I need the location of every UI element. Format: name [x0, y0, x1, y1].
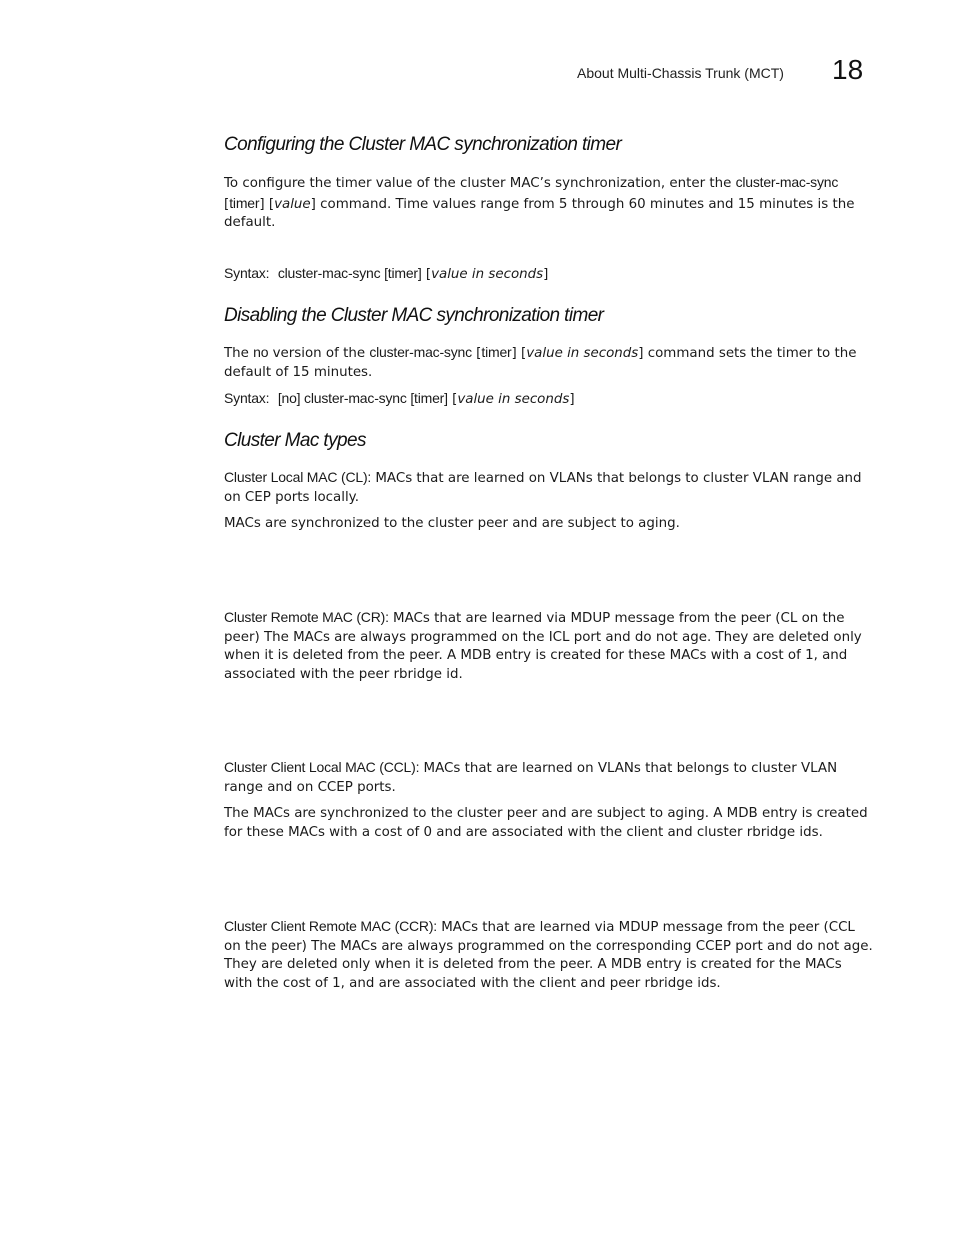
syntax-command: cluster-mac-sync [timer]: [277, 265, 422, 281]
section-heading-disabling-timer: Disabling the Cluster MAC synchronization timer: [224, 305, 604, 326]
cr-definition: Cluster Remote MAC (CR): MACs that are learned via MDUP message from the peer (CL on the peer) The MACs are always programmed on the ICL port and do not age. They are deleted only when it is deleted from the peer. A MDB entry is created for these MACs with a cost of 1, and associated with the peer rbridge id.: [224, 609, 862, 683]
ccl-aging-note: The MACs are synchronized to the cluster peer and are subject to aging. A MDB entry is created for these MACs with a cost of 0 and are associated with the client and cluster rbridge ids.: [224, 806, 868, 840]
running-header-title: About Multi-Chassis Trunk (MCT): [577, 65, 784, 81]
command-keyword: cluster-mac-sync: [735, 174, 839, 190]
syntax-command: [no] cluster-mac-sync [timer]: [277, 390, 448, 406]
syntax-variable: value in seconds: [457, 392, 570, 407]
ccr-term: Cluster Client Remote MAC (CCR):: [224, 918, 437, 934]
value-variable: value: [274, 196, 311, 212]
timer-keyword: timer: [481, 344, 512, 360]
syntax-line-disable: Syntax: [no] cluster-mac-sync [timer] [value in seconds]: [224, 390, 575, 407]
syntax-label: Syntax:: [224, 390, 270, 406]
syntax-label: Syntax:: [224, 265, 270, 281]
syntax-variable: value in seconds: [431, 267, 544, 282]
command-keyword: cluster-mac-sync: [369, 344, 472, 360]
syntax-line-configure: Syntax: cluster-mac-sync [timer] [value in seconds]: [224, 265, 549, 282]
cl-term: Cluster Local MAC (CL):: [224, 469, 372, 485]
disable-timer-paragraph: The no version of the cluster-mac-sync [timer] [value in seconds] command sets the timer to the default of 15 minutes.: [224, 344, 857, 380]
timer-keyword: timer: [229, 194, 260, 211]
ccl-term: Cluster Client Local MAC (CCL):: [224, 759, 420, 775]
cl-aging-note: MACs are synchronized to the cluster peer and are subject to aging.: [224, 516, 680, 531]
cl-definition: Cluster Local MAC (CL): MACs that are learned on VLANs that belongs to cluster VLAN range and on CEP ports locally.: [224, 469, 862, 505]
chapter-number: 18: [832, 54, 864, 85]
section-heading-configuring-timer: Configuring the Cluster MAC synchronization timer: [224, 134, 622, 155]
ccl-definition: Cluster Client Local MAC (CCL): MACs that are learned on VLANs that belongs to cluster VLAN range and on CCEP ports.: [224, 759, 838, 795]
configure-timer-paragraph: To configure the timer value of the cluster MAC’s synchronization, enter the cluster-mac-sync [timer] [value] command. Time values range from 5 through 60 minutes and 15 minutes is the default.: [224, 174, 855, 231]
no-keyword: no: [253, 344, 269, 360]
section-heading-cluster-mac-types: Cluster Mac types: [224, 430, 366, 451]
ccr-definition: Cluster Client Remote MAC (CCR): MACs that are learned via MDUP message from the peer (CCL on the peer) The MACs are always programmed on the corresponding CCEP port and do not age. They are deleted only when it is deleted from the peer. A MDB entry is created for the MACs with the cost of 1, and are associated with the client and peer rbridge ids.: [224, 918, 873, 992]
value-variable: value in seconds: [526, 346, 639, 361]
cr-term: Cluster Remote MAC (CR):: [224, 609, 389, 625]
